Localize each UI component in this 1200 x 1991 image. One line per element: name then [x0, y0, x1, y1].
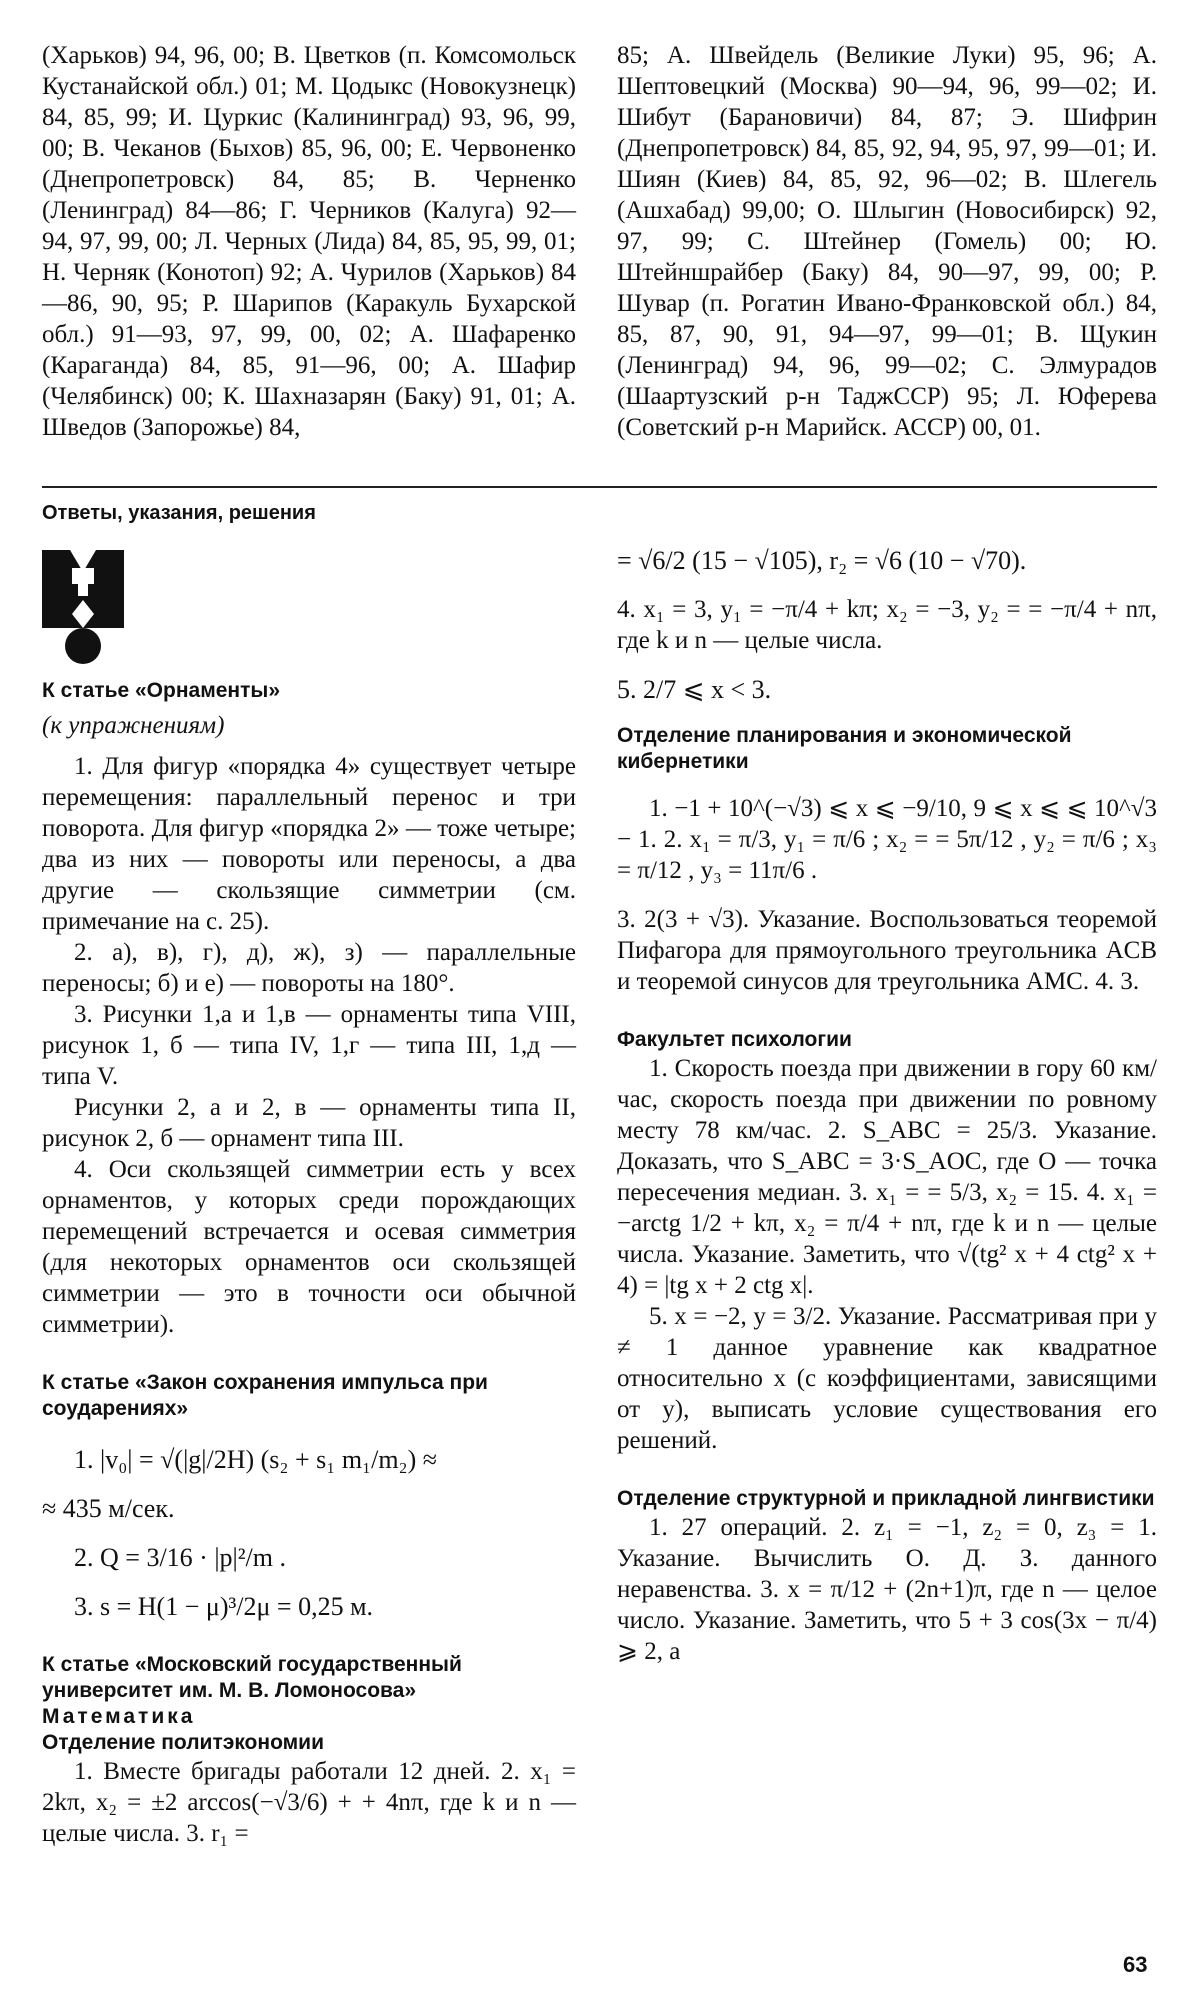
- impulse-formula-1b: ≈ 435 м/сек.: [42, 1494, 175, 1523]
- heading-ornaments: К статье «Орнаменты»: [42, 679, 281, 702]
- ornaments-answer-3b: Рисунки 2, а и 2, в — орнаменты типа II, рисунок 2, б — орнамент типа III.: [42, 1094, 576, 1152]
- political-economy-answers: 1. Вместе бригады работали 12 дней. 2. x₁ = 2kπ, x₂ = ±2 arccos(−√3/6) + + 4nπ, где k и n — целые числа. 3. r₁ =: [42, 1758, 576, 1847]
- heading-impulse: К статье «Закон сохранения импульса при соударениях»: [42, 1371, 488, 1420]
- section-divider: [42, 486, 1157, 488]
- contributors-list-right: [617, 40, 1157, 443]
- heading-msu: К статье «Московский государственный университет им. М. В. Ломоносова»: [42, 1653, 462, 1702]
- heading-linguistics: Отделение структурной и прикладной лингвистики: [617, 1487, 1155, 1510]
- ornaments-answer-1: 1. Для фигур «порядка 4» существует четыре перемещения: параллельный перенос и три поворота. Для фигур «порядка 2» — тоже четыре; два из них — повороты или переносы, а два другие — скользящие симметрии (см. примечание на с. 25).: [42, 753, 576, 935]
- subheading-exercises: (к упражнениям): [42, 712, 225, 739]
- impulse-formula-1: 1. |v₀| = √(|g|/2H) (s₂ + s₁ m₁/m₂) ≈: [74, 1445, 438, 1474]
- heading-mathematics: Математика: [42, 1705, 196, 1728]
- continuation-r: = √6/2 (15 − √105), r₂ = √6 (10 − √70).: [617, 546, 1027, 575]
- left-column: [42, 678, 576, 1849]
- heading-planning: Отделение планирования и экономической кибернетики: [617, 724, 1072, 773]
- impulse-formula-2: 2. Q = 3/16 · |p|²/m .: [74, 1543, 286, 1572]
- psychology-answer-5: 5. x = −2, y = 3/2. Указание. Рассматривая при y ≠ 1 данное уравнение как квадратное относительно x (с коэффициентами, зависящими от y), выписать условие существования его решений.: [617, 1303, 1157, 1454]
- contributors-text-right: 85; А. Швейдель (Великие Луки) 95, 96; А. Шептовецкий (Москва) 90—94, 96, 99—02; И. Шибут (Барановичи) 84, 87; Э. Шифрин (Днепропетровск) 84, 85, 92, 94, 95, 97, 99—01; И. Шиян (Киев) 84, 85, 92, 96—02; В. Шлегель (Ашхабад) 99,00; О. Шлыгин (Новосибирск) 92, 97, 99; С. Штейнер (Гомель) 00; Ю. Штейншрайбер (Баку) 84, 90—97, 99, 00; Р. Шувар (п. Рогатин Ивано-Франковской обл.) 84, 85, 87, 90, 91, 94—97, 99—01; В. Щукин (Ленинград) 94, 96, 99—02; С. Элмурадов (Шаартузский р-н ТаджССР) 95; Л. Юферева (Советский р-н Марийск. АССР) 00, 01.: [617, 42, 1157, 441]
- planning-answers-1-2: 1. −1 + 10^(−√3) ⩽ x ⩽ −9/10, 9 ⩽ x ⩽ ⩽ 10^√3 − 1. 2. x₁ = π/3, y₁ = π/6 ; x₂ = = 5π/12 , y₂ = π/6 ; x₃ = π/12 , y₃ = 11π/6 .: [617, 795, 1157, 884]
- linguistics-answers: 1. 27 операций. 2. z₁ = −1, z₂ = 0, z₃ = 1. Указание. Вычислить О. Д. З. данного неравенства. 3. x = π/12 + (2n+1)π, где n — целое число. Указание. Заметить, что 5 + 3 cos(3x − π/4) ⩾ 2, а: [617, 1514, 1157, 1665]
- page-number: 63: [1123, 1952, 1148, 1977]
- right-column: [617, 545, 1157, 1667]
- ornaments-answer-3: 3. Рисунки 1,а и 1,в — орнаменты типа VIII, рисунок 1, б — типа IV, 1,г — типа III, 1,д — типа V.: [42, 1001, 576, 1090]
- continuation-answer-4: 4. x₁ = 3, y₁ = −π/4 + kπ; x₂ = −3, y₂ = = −π/4 + nπ, где k и n — целые числа.: [617, 596, 1157, 654]
- answers-logo-icon: [42, 550, 124, 668]
- impulse-formula-3: 3. s = H(1 − μ)³/2μ = 0,25 м.: [74, 1592, 374, 1621]
- contributors-list-left: [42, 40, 576, 443]
- continuation-answer-5: 5. 2/7 ⩽ x < 3.: [617, 675, 772, 704]
- ornaments-answer-2: 2. а), в), г), д), ж), з) — параллельные переносы; б) и е) — повороты на 180°.: [42, 939, 576, 997]
- ornaments-answer-4: 4. Оси скользящей симметрии есть у всех орнаментов, у которых среди порождающих перемещений встречается и осевая симметрия (для некоторых орнаментов оси скользящей симметрии — это в точности оси обычной симметрии).: [42, 1156, 576, 1338]
- contributors-text-left: (Харьков) 94, 96, 00; В. Цветков (п. Комсомольск Кустанайской обл.) 01; М. Цодыкс (Новокузнецк) 84, 85, 99; И. Цуркис (Калининград) 93, 96, 99, 00; В. Чеканов (Быхов) 85, 96, 00; Е. Червоненко (Днепропетровск) 84, 85; В. Черненко (Ленинград) 84—86; Г. Черников (Калуга) 92—94, 97, 99, 00; Л. Черных (Лида) 84, 85, 95, 99, 01; Н. Черняк (Конотоп) 92; А. Чурилов (Харьков) 84—86, 90, 95; Р. Шарипов (Каракуль Бухарской обл.) 91—93, 97, 99, 00, 02; А. Шафаренко (Караганда) 84, 85, 91—96, 00; А. Шафир (Челябинск) 00; К. Шахназарян (Баку) 91, 01; А. Шведов (Запорожье) 84,: [42, 42, 576, 441]
- heading-political-economy: Отделение политэкономии: [42, 1731, 324, 1754]
- heading-psychology: Факультет психологии: [617, 1028, 852, 1051]
- section-title: Ответы, указания, решения: [42, 502, 316, 524]
- planning-answers-3-4: 3. 2(3 + √3). Указание. Воспользоваться теоремой Пифагора для прямоугольного треугольника ACB и теоремой синусов для треугольника AMC. 4. 3.: [617, 906, 1157, 995]
- psychology-answers-1-4: 1. Скорость поезда при движении в гору 60 км/час, скорость поезда при движении по ровному месту 78 км/час. 2. S_ABC = 25/3. Указание. Доказать, что S_ABC = 3·S_AOC, где O — точка пересечения медиан. 3. x₁ = = 5/3, x₂ = 15. 4. x₁ = −arctg 1/2 + kπ, x₂ = π/4 + nπ, где k и n — целые числа. Указание. Заметить, что √(tg² x + 4 ctg² x + 4) = |tg x + 2 ctg x|.: [617, 1055, 1157, 1299]
